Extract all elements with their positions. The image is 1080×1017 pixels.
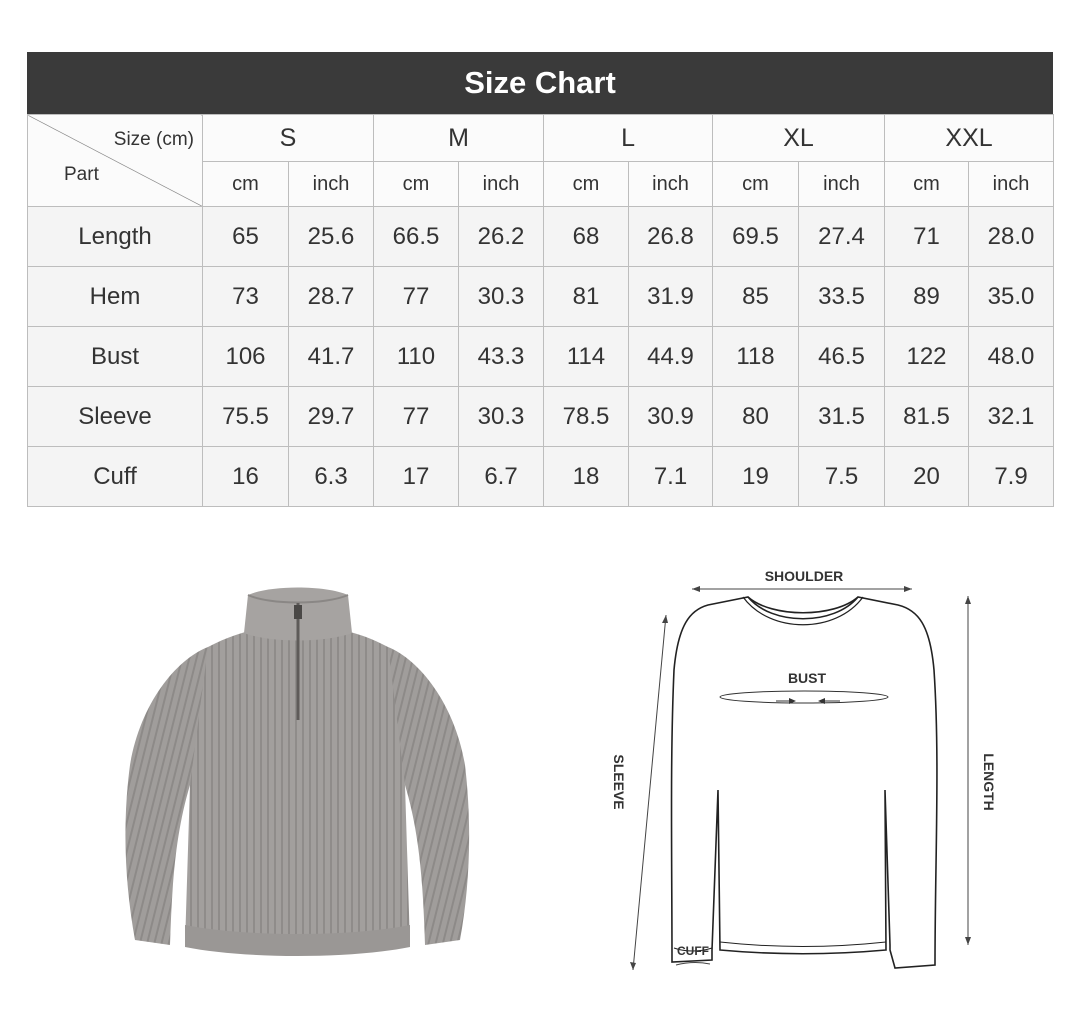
unit-header: inch (629, 162, 713, 207)
part-name: Cuff (28, 447, 203, 507)
unit-header: cm (713, 162, 799, 207)
unit-header: cm (544, 162, 629, 207)
sweater-photo (120, 585, 475, 965)
chart-title: Size Chart (27, 52, 1053, 114)
corner-size-label: Size (cm) (113, 129, 194, 150)
table-cell: 25.6 (289, 207, 374, 267)
table-cell: 6.7 (459, 447, 544, 507)
table-row-bust (28, 327, 1054, 387)
table-cell: 114 (544, 327, 629, 387)
table-cell: 46.5 (799, 327, 885, 387)
table-cell: 7.5 (799, 447, 885, 507)
table-cell: 80 (713, 387, 799, 447)
table-cell: 19 (713, 447, 799, 507)
unit-header: cm (203, 162, 289, 207)
unit-header: cm (885, 162, 969, 207)
table-cell: 44.9 (629, 327, 713, 387)
table-cell: 30.3 (459, 267, 544, 327)
size-header-xl: XL (713, 115, 885, 162)
table-cell: 26.8 (629, 207, 713, 267)
length-label: LENGTH (981, 753, 997, 811)
table-cell: 26.2 (459, 207, 544, 267)
table-cell: 77 (374, 267, 459, 327)
table-row-hem (28, 267, 1054, 327)
table-row-cuff (28, 447, 1054, 507)
table-cell: 41.7 (289, 327, 374, 387)
table-cell: 28.0 (969, 207, 1054, 267)
part-name: Length (28, 207, 203, 267)
table-cell: 71 (885, 207, 969, 267)
size-chart (27, 52, 1053, 507)
table-cell: 89 (885, 267, 969, 327)
unit-header: inch (289, 162, 374, 207)
table-cell: 27.4 (799, 207, 885, 267)
table-cell: 81 (544, 267, 629, 327)
table-cell: 77 (374, 387, 459, 447)
table-cell: 7.9 (969, 447, 1054, 507)
table-cell: 68 (544, 207, 629, 267)
table-cell: 122 (885, 327, 969, 387)
corner-header (28, 115, 203, 207)
table-cell: 33.5 (799, 267, 885, 327)
part-name: Hem (28, 267, 203, 327)
table-cell: 65 (203, 207, 289, 267)
measurement-diagram (600, 560, 1020, 980)
table-row-sleeve (28, 387, 1054, 447)
table-cell: 48.0 (969, 327, 1054, 387)
size-header-m: M (374, 115, 544, 162)
table-cell: 106 (203, 327, 289, 387)
shoulder-label: SHOULDER (764, 568, 844, 584)
part-name: Bust (28, 327, 203, 387)
table-cell: 28.7 (289, 267, 374, 327)
size-header-xxl: XXL (885, 115, 1054, 162)
table-cell: 78.5 (544, 387, 629, 447)
table-cell: 31.5 (799, 387, 885, 447)
table-cell: 31.9 (629, 267, 713, 327)
table-cell: 85 (713, 267, 799, 327)
table-cell: 69.5 (713, 207, 799, 267)
table-cell: 30.3 (459, 387, 544, 447)
table-cell: 30.9 (629, 387, 713, 447)
table-cell: 35.0 (969, 267, 1054, 327)
table-cell: 16 (203, 447, 289, 507)
bust-label: BUST (787, 670, 827, 686)
unit-header: inch (969, 162, 1054, 207)
table-cell: 66.5 (374, 207, 459, 267)
table-cell: 110 (374, 327, 459, 387)
table-cell: 75.5 (203, 387, 289, 447)
table-cell: 32.1 (969, 387, 1054, 447)
table-cell: 73 (203, 267, 289, 327)
size-header-s: S (203, 115, 374, 162)
unit-header: inch (459, 162, 544, 207)
unit-header: inch (799, 162, 885, 207)
table-cell: 7.1 (629, 447, 713, 507)
table-cell: 81.5 (885, 387, 969, 447)
table-cell: 17 (374, 447, 459, 507)
table-cell: 43.3 (459, 327, 544, 387)
part-name: Sleeve (28, 387, 203, 447)
table-row-length (28, 207, 1054, 267)
cuff-label: CUFF (677, 944, 709, 958)
table-cell: 20 (885, 447, 969, 507)
size-header-l: L (544, 115, 713, 162)
unit-header: cm (374, 162, 459, 207)
table-cell: 29.7 (289, 387, 374, 447)
sleeve-label: SLEEVE (611, 754, 627, 810)
table-cell: 118 (713, 327, 799, 387)
size-table (27, 114, 1054, 507)
table-cell: 6.3 (289, 447, 374, 507)
corner-part-label: Part (64, 164, 99, 185)
table-cell: 18 (544, 447, 629, 507)
